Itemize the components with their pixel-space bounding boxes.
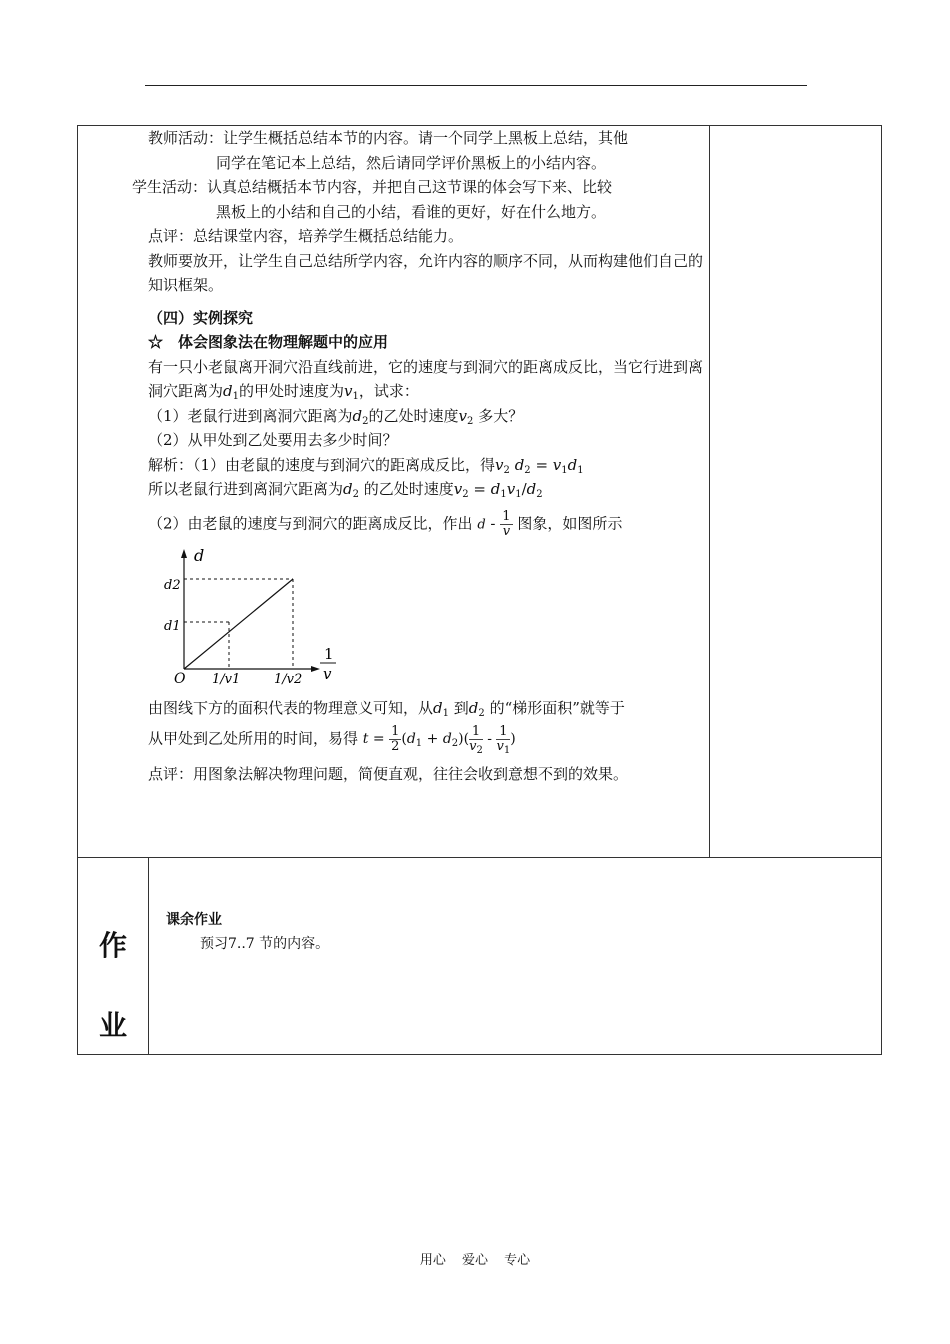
lesson-content [132, 126, 704, 786]
area-text-c: 的“梯形面积”就等于 [489, 699, 625, 717]
teacher-note: 教师要放开，让学生自己总结所学内容，允许内容的顺序不同，从而构建他们自己的知识框架。 [148, 251, 704, 294]
solution-1-c: 的乙处时速度 [363, 480, 454, 498]
solution-1-result: 所以老鼠行进到离洞穴距离为$d_2$ 的乙处时速度$v_2 = d_1v_1/d_2$ [148, 480, 543, 500]
homework-side-char-2: 业 [98, 1009, 127, 1042]
homework-content [166, 908, 329, 956]
question-1-a: （1）老鼠行进到离洞穴距离为 [148, 406, 353, 425]
y-axis-arrow [181, 549, 187, 558]
area-text-a: 由图线下方的面积代表的物理意义可知，从 [148, 699, 434, 717]
problem-text-c: ，试求： [358, 382, 419, 400]
homework-body: 预习7..7 节的内容。 [200, 936, 330, 952]
graph-line [184, 579, 293, 669]
reciprocal-v-fraction: $\frac{1}{v}$ [502, 508, 511, 539]
teacher-activity-line1: 教师活动：让学生概括总结本节的内容。请一个同学上黑板上总结，其他 [148, 129, 629, 147]
area-text-b: 到 [453, 699, 469, 717]
d2-label: d2 [164, 577, 181, 593]
problem-text-b: 的甲处时速度为 [239, 382, 345, 400]
time-formula-line [148, 725, 704, 754]
header-rule [145, 85, 807, 86]
student-activity-line2: 黑板上的小结和自己的小结，看谁的更好，好在什么地方。 [216, 202, 607, 221]
section-title: （四）实例探究 [148, 308, 254, 327]
table-divider-right [709, 125, 710, 857]
homework-side-char-1: 作 [98, 929, 127, 962]
solution-1-b: 所以老鼠行进到离洞穴距离为 [148, 480, 344, 498]
d-vs-reciprocal-v-graph [160, 545, 704, 693]
y-axis-label: d [194, 545, 205, 565]
page-footer: 用心 爱心 专心 [419, 1253, 531, 1268]
closing-comment: 点评：用图象法解决物理问题，简便直观，往往会收到意想不到的效果。 [148, 764, 629, 783]
solution-2-a: （2）由老鼠的速度与到洞穴的距离成反比，作出 [148, 514, 473, 532]
problem-statement: 有一只小老鼠离开洞穴沿直线前进，它的速度与到洞穴的距离成反比，当它行进到离洞穴距离为$d_1$的甲处时速度为$v_1$，试求： [148, 357, 704, 402]
x-axis-label-den: v [323, 664, 332, 683]
solution-1: 解析：（1）由老鼠的速度与到洞穴的距离成反比，得$v_2$ $d_2 = v_1d_1$ [148, 455, 584, 476]
x-axis-arrow [311, 666, 320, 672]
x-axis-label-num: 1 [324, 644, 334, 663]
teacher-activity-line2: 同学在笔记本上总结，然后请同学评价黑板上的小结内容。 [216, 153, 607, 172]
table-divider-side [148, 857, 149, 1055]
time-formula: t = $\frac{1}{2}$ $(d_1 + d_2)$( $\frac{1}{v_2}$ - $\frac{1}{v_1}$ ) [362, 723, 516, 756]
area-text-d: 从甲处到乙处所用的时间，易得 [148, 729, 359, 747]
question-1: （1）老鼠行进到离洞穴距离为$d_2$的乙处时速度$v_2$ 多大？ [148, 406, 524, 427]
question-1-b: 的乙处时速度 [368, 406, 459, 425]
question-2: （2）从甲处到乙处要用去多少时间？ [148, 431, 398, 449]
question-1-c: 多大？ [478, 406, 524, 425]
homework-title: 课余作业 [166, 912, 222, 928]
student-activity-line1: 学生活动：认真总结概括本节内容，并把自己这节课的体会写下来、比较 [132, 178, 613, 196]
table-row-divider [77, 857, 882, 858]
d1-label: d1 [164, 618, 181, 634]
solution-2-b: 图象，如图所示 [517, 514, 623, 532]
tick-1-over-v2: 1/v2 [274, 671, 303, 685]
star-title: ☆ 体会图象法在物理解题中的应用 [148, 333, 389, 351]
tick-1-over-v1: 1/v1 [212, 671, 241, 685]
solution-2: （2）由老鼠的速度与到洞穴的距离成反比，作出 d - $\frac{1}{v}$ 图象，如图所示 [148, 508, 623, 539]
review-line: 点评：总结课堂内容，培养学生概括总结能力。 [148, 227, 464, 245]
area-meaning: 由图线下方的面积代表的物理意义可知，从$d_1$ 到$d_2$ 的“梯形面积”就等于 [148, 699, 625, 719]
solution-1-a: 解析：（1）由老鼠的速度与到洞穴的距离成反比，得 [148, 455, 496, 474]
origin-label: O [174, 670, 186, 685]
problem-text-a: 有一只小老鼠离开洞穴沿直线前进，它的速度与到洞穴的距离成反比，当它行进到离洞穴距离为 [148, 357, 704, 400]
homework-side-label [78, 858, 148, 1054]
